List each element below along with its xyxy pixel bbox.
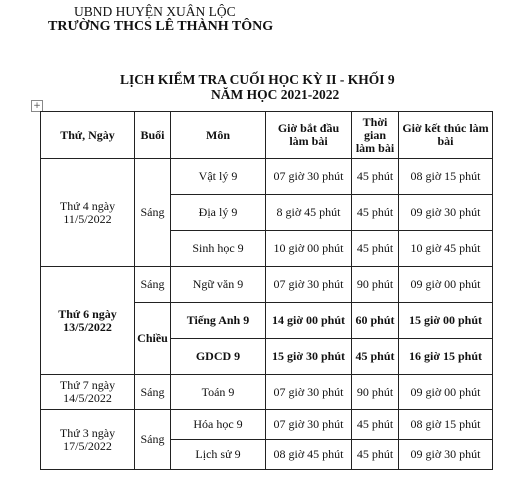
duration-cell: 60 phút <box>352 303 399 339</box>
start-cell: 14 giờ 00 phút <box>266 303 352 339</box>
start-cell: 8 giờ 45 phút <box>266 195 352 231</box>
session-cell: Sáng <box>135 410 171 470</box>
start-cell: 08 giờ 45 phút <box>266 440 352 470</box>
duration-cell: 45 phút <box>352 159 399 195</box>
end-cell: 10 giờ 45 phút <box>399 231 493 267</box>
header-session: Buổi <box>135 112 171 159</box>
subject-cell: Hóa học 9 <box>171 410 266 440</box>
subject-cell: Lịch sử 9 <box>171 440 266 470</box>
end-cell: 08 giờ 15 phút <box>399 410 493 440</box>
end-cell: 08 giờ 15 phút <box>399 159 493 195</box>
duration-cell: 90 phút <box>352 267 399 303</box>
header-start: Giờ bắt đầu làm bài <box>266 112 352 159</box>
header-day: Thứ, Ngày <box>41 112 135 159</box>
day-cell: Thứ 3 ngày 17/5/2022 <box>41 410 135 470</box>
subject-cell: Tiếng Anh 9 <box>171 303 266 339</box>
day-cell: Thứ 6 ngày 13/5/2022 <box>41 267 135 375</box>
exam-schedule-table <box>40 111 493 470</box>
start-cell: 10 giờ 00 phút <box>266 231 352 267</box>
duration-cell: 90 phút <box>352 375 399 410</box>
session-cell: Sáng <box>135 159 171 267</box>
day-cell: Thứ 7 ngày 14/5/2022 <box>41 375 135 410</box>
subject-cell: Địa lý 9 <box>171 195 266 231</box>
start-cell: 07 giờ 30 phút <box>266 375 352 410</box>
subject-cell: Vật lý 9 <box>171 159 266 195</box>
table-move-handle-icon[interactable]: + <box>31 100 43 112</box>
duration-cell: 45 phút <box>352 410 399 440</box>
start-cell: 15 giờ 30 phút <box>266 339 352 375</box>
end-cell: 09 giờ 00 phút <box>399 267 493 303</box>
table-row <box>41 375 493 410</box>
header-subject: Môn <box>171 112 266 159</box>
table-row <box>41 267 493 303</box>
duration-cell: 45 phút <box>352 440 399 470</box>
end-cell: 09 giờ 00 phút <box>399 375 493 410</box>
end-cell: 16 giờ 15 phút <box>399 339 493 375</box>
day-cell: Thứ 4 ngày 11/5/2022 <box>41 159 135 267</box>
table-row <box>41 159 493 195</box>
start-cell: 07 giờ 30 phút <box>266 267 352 303</box>
header-duration: Thời gian làm bài <box>352 112 399 159</box>
duration-cell: 45 phút <box>352 339 399 375</box>
subject-cell: Ngữ văn 9 <box>171 267 266 303</box>
document-title: LỊCH KIỂM TRA CUỐI HỌC KỲ II - KHỐI 9 <box>120 72 395 87</box>
subject-cell: Sinh học 9 <box>171 231 266 267</box>
session-cell: Sáng <box>135 267 171 303</box>
start-cell: 07 giờ 30 phút <box>266 159 352 195</box>
session-cell: Sáng <box>135 375 171 410</box>
duration-cell: 45 phút <box>352 195 399 231</box>
session-cell: Chiều <box>135 303 171 375</box>
subject-cell: GDCD 9 <box>171 339 266 375</box>
duration-cell: 45 phút <box>352 231 399 267</box>
subject-cell: Toán 9 <box>171 375 266 410</box>
school-year: NĂM HỌC 2021-2022 <box>211 87 340 102</box>
end-cell: 09 giờ 30 phút <box>399 440 493 470</box>
end-cell: 09 giờ 30 phút <box>399 195 493 231</box>
org-name: UBND HUYỆN XUÂN LỘC <box>74 4 236 19</box>
school-name: TRƯỜNG THCS LÊ THÀNH TÔNG <box>48 19 274 34</box>
start-cell: 07 giờ 30 phút <box>266 410 352 440</box>
table-row <box>41 410 493 440</box>
end-cell: 15 giờ 00 phút <box>399 303 493 339</box>
header-end: Giờ kết thúc làm bài <box>399 112 493 159</box>
